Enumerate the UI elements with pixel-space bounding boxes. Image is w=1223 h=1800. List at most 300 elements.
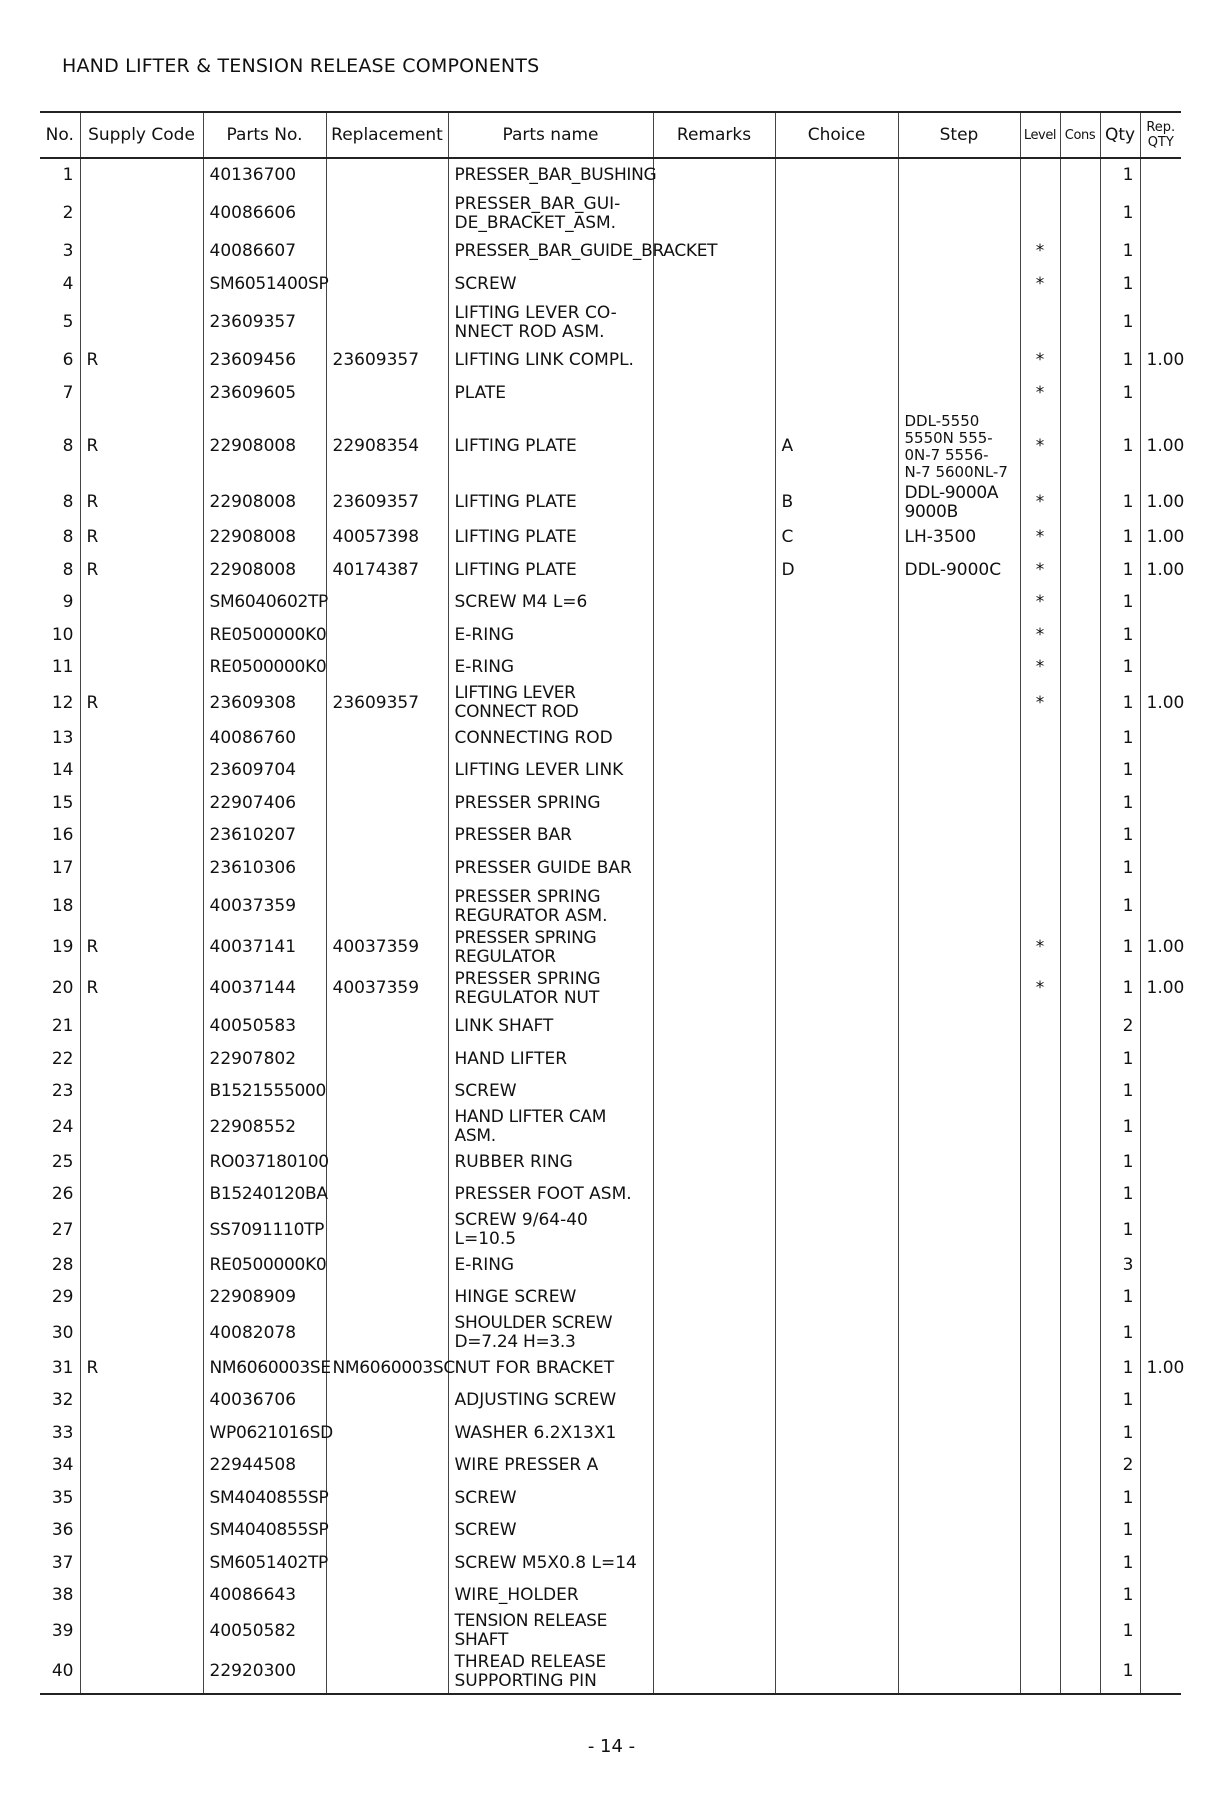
cell-rep-qty (1140, 1515, 1181, 1548)
cell-replacement (326, 1108, 448, 1146)
cell-row-no: 26 (40, 1179, 80, 1212)
cell-qty: 1 (1100, 1482, 1140, 1515)
cell-parts-name: LIFTING LEVER CO- NNECT ROD ASM. (448, 301, 653, 345)
cell-row-no: 23 (40, 1076, 80, 1109)
cell-supply-code (80, 722, 203, 755)
cell-parts-name: PRESSER SPRING REGULATOR NUT (448, 967, 653, 1011)
cell-cons (1060, 967, 1100, 1011)
page-number: - 14 - (587, 1736, 636, 1757)
cell-parts-no: 22944508 (203, 1450, 326, 1483)
cell-parts-name: PRESSER FOOT ASM. (448, 1179, 653, 1212)
cell-parts-name: LIFTING LEVER CONNECT ROD (448, 684, 653, 722)
cell-row-no: 40 (40, 1650, 80, 1694)
cell-parts-no: 40037144 (203, 967, 326, 1011)
cell-row-no: 4 (40, 268, 80, 301)
cell-level: * (1020, 484, 1060, 522)
cell-level (1020, 1076, 1060, 1109)
cell-choice (775, 1282, 898, 1315)
cell-row-no: 22 (40, 1043, 80, 1076)
cell-remarks (653, 885, 775, 929)
cell-level: * (1020, 345, 1060, 378)
table-row (40, 1352, 1181, 1385)
cell-cons (1060, 377, 1100, 410)
cell-supply-code: R (80, 1352, 203, 1385)
cell-parts-no: 22907406 (203, 787, 326, 820)
cell-step (898, 236, 1020, 269)
cell-qty: 1 (1100, 1076, 1140, 1109)
cell-parts-no: 22908008 (203, 410, 326, 484)
cell-parts-no: B1521555000 (203, 1076, 326, 1109)
cell-cons (1060, 192, 1100, 236)
page-title: HAND LIFTER & TENSION RELEASE COMPONENTS (62, 55, 540, 77)
cell-row-no: 6 (40, 345, 80, 378)
cell-choice (775, 1482, 898, 1515)
cell-cons (1060, 345, 1100, 378)
cell-parts-no: RE0500000K0 (203, 652, 326, 685)
cell-rep-qty (1140, 1043, 1181, 1076)
cell-level: * (1020, 652, 1060, 685)
cell-cons (1060, 1043, 1100, 1076)
cell-rep-qty (1140, 652, 1181, 685)
col-remarks: Remarks (653, 112, 775, 158)
cell-rep-qty (1140, 885, 1181, 929)
cell-row-no: 17 (40, 852, 80, 885)
cell-replacement (326, 1385, 448, 1418)
cell-cons (1060, 1314, 1100, 1352)
cell-choice (775, 236, 898, 269)
cell-qty: 1 (1100, 410, 1140, 484)
cell-choice (775, 587, 898, 620)
cell-level (1020, 787, 1060, 820)
cell-choice (775, 1650, 898, 1694)
cell-level: * (1020, 587, 1060, 620)
cell-parts-name: THREAD RELEASE SUPPORTING PIN (448, 1650, 653, 1694)
cell-step (898, 787, 1020, 820)
cell-rep-qty (1140, 268, 1181, 301)
cell-rep-qty (1140, 852, 1181, 885)
cell-parts-no: 40136700 (203, 158, 326, 192)
cell-replacement (326, 1417, 448, 1450)
cell-supply-code (80, 158, 203, 192)
cell-parts-name: SCREW M5X0.8 L=14 (448, 1547, 653, 1580)
col-cons: Cons (1060, 112, 1100, 158)
cell-remarks (653, 587, 775, 620)
cell-step (898, 1482, 1020, 1515)
cell-cons (1060, 1650, 1100, 1694)
table-row (40, 1650, 1181, 1694)
cell-qty: 1 (1100, 1314, 1140, 1352)
cell-supply-code: R (80, 967, 203, 1011)
table-row (40, 192, 1181, 236)
cell-remarks (653, 1282, 775, 1315)
cell-choice (775, 1515, 898, 1548)
cell-qty: 1 (1100, 1211, 1140, 1249)
cell-row-no: 7 (40, 377, 80, 410)
cell-parts-name: HINGE SCREW (448, 1282, 653, 1315)
cell-choice (775, 684, 898, 722)
cell-rep-qty: 1.00 (1140, 345, 1181, 378)
cell-cons (1060, 484, 1100, 522)
cell-qty: 1 (1100, 236, 1140, 269)
cell-parts-name: SCREW (448, 1076, 653, 1109)
cell-parts-name: PRESSER BAR (448, 820, 653, 853)
table-row (40, 1580, 1181, 1613)
cell-parts-no: SM6040602TP (203, 587, 326, 620)
cell-choice (775, 852, 898, 885)
cell-supply-code (80, 1482, 203, 1515)
cell-qty: 1 (1100, 301, 1140, 345)
cell-level (1020, 1515, 1060, 1548)
cell-rep-qty (1140, 1249, 1181, 1282)
cell-rep-qty (1140, 1417, 1181, 1450)
cell-level (1020, 1612, 1060, 1650)
cell-replacement (326, 301, 448, 345)
cell-cons (1060, 1612, 1100, 1650)
cell-parts-name: LIFTING PLATE (448, 410, 653, 484)
cell-row-no: 8 (40, 484, 80, 522)
table-row (40, 1249, 1181, 1282)
cell-choice (775, 1612, 898, 1650)
cell-cons (1060, 158, 1100, 192)
cell-supply-code (80, 1580, 203, 1613)
cell-step (898, 345, 1020, 378)
cell-parts-name: PRESSER SPRING REGURATOR ASM. (448, 885, 653, 929)
cell-supply-code (80, 885, 203, 929)
cell-row-no: 24 (40, 1108, 80, 1146)
cell-level (1020, 1385, 1060, 1418)
cell-replacement (326, 1043, 448, 1076)
cell-supply-code (80, 652, 203, 685)
cell-choice (775, 1043, 898, 1076)
cell-supply-code: R (80, 554, 203, 587)
cell-cons (1060, 1352, 1100, 1385)
cell-qty: 2 (1100, 1450, 1140, 1483)
cell-parts-name: RUBBER RING (448, 1146, 653, 1179)
cell-rep-qty (1140, 587, 1181, 620)
cell-row-no: 16 (40, 820, 80, 853)
cell-cons (1060, 852, 1100, 885)
cell-cons (1060, 1385, 1100, 1418)
col-replacement: Replacement (326, 112, 448, 158)
cell-qty: 1 (1100, 345, 1140, 378)
cell-rep-qty (1140, 1450, 1181, 1483)
cell-level (1020, 158, 1060, 192)
table-row (40, 1179, 1181, 1212)
cell-rep-qty (1140, 820, 1181, 853)
cell-step (898, 755, 1020, 788)
cell-cons (1060, 1076, 1100, 1109)
cell-row-no: 10 (40, 619, 80, 652)
cell-choice (775, 1314, 898, 1352)
cell-cons (1060, 301, 1100, 345)
table-row (40, 268, 1181, 301)
cell-supply-code (80, 236, 203, 269)
cell-rep-qty (1140, 1146, 1181, 1179)
cell-replacement (326, 587, 448, 620)
table-row (40, 722, 1181, 755)
table-row (40, 619, 1181, 652)
cell-qty: 1 (1100, 929, 1140, 967)
cell-qty: 1 (1100, 1650, 1140, 1694)
cell-parts-no: RE0500000K0 (203, 619, 326, 652)
cell-remarks (653, 1580, 775, 1613)
cell-step (898, 852, 1020, 885)
cell-remarks (653, 684, 775, 722)
cell-rep-qty (1140, 377, 1181, 410)
cell-parts-name: PRESSER SPRING (448, 787, 653, 820)
table-row (40, 554, 1181, 587)
table-row (40, 787, 1181, 820)
cell-parts-no: 22908552 (203, 1108, 326, 1146)
cell-rep-qty (1140, 1011, 1181, 1044)
cell-level: * (1020, 268, 1060, 301)
cell-cons (1060, 1450, 1100, 1483)
cell-parts-name: LIFTING PLATE (448, 554, 653, 587)
cell-step (898, 619, 1020, 652)
cell-parts-no: 40050583 (203, 1011, 326, 1044)
cell-supply-code (80, 587, 203, 620)
cell-row-no: 20 (40, 967, 80, 1011)
cell-cons (1060, 1249, 1100, 1282)
cell-level (1020, 722, 1060, 755)
cell-parts-name: HAND LIFTER (448, 1043, 653, 1076)
cell-cons (1060, 236, 1100, 269)
cell-rep-qty: 1.00 (1140, 410, 1181, 484)
cell-rep-qty: 1.00 (1140, 522, 1181, 555)
cell-parts-no: 23609605 (203, 377, 326, 410)
cell-remarks (653, 1650, 775, 1694)
cell-replacement: 40057398 (326, 522, 448, 555)
cell-choice (775, 885, 898, 929)
cell-remarks (653, 410, 775, 484)
cell-step: DDL-9000A 9000B (898, 484, 1020, 522)
cell-cons (1060, 1179, 1100, 1212)
cell-qty: 3 (1100, 1249, 1140, 1282)
cell-qty: 1 (1100, 1515, 1140, 1548)
cell-qty: 1 (1100, 852, 1140, 885)
cell-level (1020, 1352, 1060, 1385)
cell-supply-code: R (80, 522, 203, 555)
col-level: Level (1020, 112, 1060, 158)
cell-rep-qty (1140, 722, 1181, 755)
cell-rep-qty: 1.00 (1140, 684, 1181, 722)
cell-parts-name: PRESSER SPRING REGULATOR (448, 929, 653, 967)
cell-supply-code (80, 1547, 203, 1580)
cell-supply-code (80, 1612, 203, 1650)
cell-qty: 1 (1100, 1043, 1140, 1076)
cell-choice (775, 1450, 898, 1483)
cell-parts-no: SM6051400SP (203, 268, 326, 301)
cell-replacement (326, 236, 448, 269)
cell-parts-no: 40086607 (203, 236, 326, 269)
table-row (40, 301, 1181, 345)
cell-parts-name: LIFTING LINK COMPL. (448, 345, 653, 378)
cell-row-no: 13 (40, 722, 80, 755)
cell-level (1020, 1417, 1060, 1450)
cell-choice (775, 268, 898, 301)
cell-replacement: 40037359 (326, 967, 448, 1011)
cell-level (1020, 1146, 1060, 1179)
cell-remarks (653, 967, 775, 1011)
cell-parts-name: SCREW (448, 1482, 653, 1515)
cell-rep-qty (1140, 301, 1181, 345)
cell-choice (775, 619, 898, 652)
cell-parts-no: 22908008 (203, 554, 326, 587)
cell-step (898, 652, 1020, 685)
cell-remarks (653, 787, 775, 820)
cell-cons (1060, 820, 1100, 853)
cell-remarks (653, 1249, 775, 1282)
cell-replacement (326, 885, 448, 929)
cell-parts-no: SM6051402TP (203, 1547, 326, 1580)
cell-row-no: 31 (40, 1352, 80, 1385)
cell-supply-code: R (80, 684, 203, 722)
cell-supply-code: R (80, 929, 203, 967)
cell-parts-no: 23610207 (203, 820, 326, 853)
cell-supply-code (80, 301, 203, 345)
cell-parts-name: NUT FOR BRACKET (448, 1352, 653, 1385)
cell-cons (1060, 1108, 1100, 1146)
cell-step: LH-3500 (898, 522, 1020, 555)
cell-step (898, 1314, 1020, 1352)
cell-level (1020, 1249, 1060, 1282)
cell-parts-no: SM4040855SP (203, 1515, 326, 1548)
table-row (40, 684, 1181, 722)
cell-qty: 1 (1100, 1282, 1140, 1315)
cell-supply-code (80, 1650, 203, 1694)
cell-replacement (326, 787, 448, 820)
cell-parts-name: WIRE_HOLDER (448, 1580, 653, 1613)
cell-choice (775, 652, 898, 685)
cell-choice (775, 755, 898, 788)
cell-replacement (326, 1211, 448, 1249)
cell-supply-code (80, 1179, 203, 1212)
cell-qty: 1 (1100, 554, 1140, 587)
cell-choice (775, 1011, 898, 1044)
cell-remarks (653, 1011, 775, 1044)
cell-row-no: 27 (40, 1211, 80, 1249)
cell-qty: 1 (1100, 619, 1140, 652)
cell-remarks (653, 852, 775, 885)
table-row (40, 885, 1181, 929)
cell-replacement (326, 1450, 448, 1483)
cell-qty: 1 (1100, 967, 1140, 1011)
cell-level (1020, 1211, 1060, 1249)
cell-level (1020, 1011, 1060, 1044)
table-row (40, 1076, 1181, 1109)
cell-choice (775, 929, 898, 967)
cell-supply-code (80, 787, 203, 820)
cell-parts-no: RO037180100 (203, 1146, 326, 1179)
cell-rep-qty (1140, 1282, 1181, 1315)
cell-row-no: 19 (40, 929, 80, 967)
cell-parts-no: 22908909 (203, 1282, 326, 1315)
table-row (40, 1612, 1181, 1650)
cell-rep-qty (1140, 1076, 1181, 1109)
cell-parts-name: LINK SHAFT (448, 1011, 653, 1044)
cell-step (898, 1385, 1020, 1418)
cell-parts-name: E-RING (448, 652, 653, 685)
cell-row-no: 14 (40, 755, 80, 788)
cell-replacement: 23609357 (326, 684, 448, 722)
cell-step (898, 1108, 1020, 1146)
cell-remarks (653, 1179, 775, 1212)
cell-step (898, 192, 1020, 236)
cell-supply-code (80, 1011, 203, 1044)
cell-rep-qty (1140, 1314, 1181, 1352)
cell-parts-name: LIFTING LEVER LINK (448, 755, 653, 788)
cell-parts-name: E-RING (448, 619, 653, 652)
cell-qty: 1 (1100, 484, 1140, 522)
cell-parts-no: 40086606 (203, 192, 326, 236)
cell-supply-code (80, 1515, 203, 1548)
cell-replacement (326, 820, 448, 853)
table-row (40, 1108, 1181, 1146)
cell-remarks (653, 1385, 775, 1418)
cell-step (898, 1580, 1020, 1613)
cell-choice (775, 1211, 898, 1249)
cell-parts-no: 22908008 (203, 484, 326, 522)
cell-parts-no: 22907802 (203, 1043, 326, 1076)
cell-step (898, 1011, 1020, 1044)
cell-choice (775, 1179, 898, 1212)
cell-parts-no: 40036706 (203, 1385, 326, 1418)
cell-rep-qty (1140, 1547, 1181, 1580)
cell-replacement (326, 1314, 448, 1352)
table-row (40, 1043, 1181, 1076)
cell-rep-qty (1140, 1650, 1181, 1694)
cell-step (898, 929, 1020, 967)
cell-replacement (326, 377, 448, 410)
cell-remarks (653, 1352, 775, 1385)
cell-qty: 1 (1100, 192, 1140, 236)
col-qty: Qty (1100, 112, 1140, 158)
cell-parts-no: 22920300 (203, 1650, 326, 1694)
cell-qty: 1 (1100, 1146, 1140, 1179)
cell-remarks (653, 619, 775, 652)
cell-qty: 1 (1100, 1385, 1140, 1418)
cell-step (898, 1450, 1020, 1483)
cell-step (898, 1650, 1020, 1694)
cell-cons (1060, 787, 1100, 820)
cell-parts-no: 40050582 (203, 1612, 326, 1650)
cell-row-no: 37 (40, 1547, 80, 1580)
cell-supply-code (80, 1417, 203, 1450)
col-parts-name: Parts name (448, 112, 653, 158)
cell-remarks (653, 268, 775, 301)
cell-cons (1060, 652, 1100, 685)
cell-remarks (653, 554, 775, 587)
cell-level: * (1020, 522, 1060, 555)
cell-parts-no: 40086643 (203, 1580, 326, 1613)
cell-supply-code (80, 1450, 203, 1483)
cell-step (898, 587, 1020, 620)
cell-row-no: 11 (40, 652, 80, 685)
cell-supply-code (80, 1043, 203, 1076)
cell-supply-code (80, 377, 203, 410)
cell-parts-no: B15240120BA (203, 1179, 326, 1212)
table-row (40, 1314, 1181, 1352)
cell-remarks (653, 301, 775, 345)
cell-step (898, 301, 1020, 345)
cell-row-no: 38 (40, 1580, 80, 1613)
cell-replacement: 22908354 (326, 410, 448, 484)
table-row (40, 1011, 1181, 1044)
cell-level (1020, 1450, 1060, 1483)
table-row (40, 852, 1181, 885)
cell-replacement (326, 619, 448, 652)
table-row (40, 484, 1181, 522)
